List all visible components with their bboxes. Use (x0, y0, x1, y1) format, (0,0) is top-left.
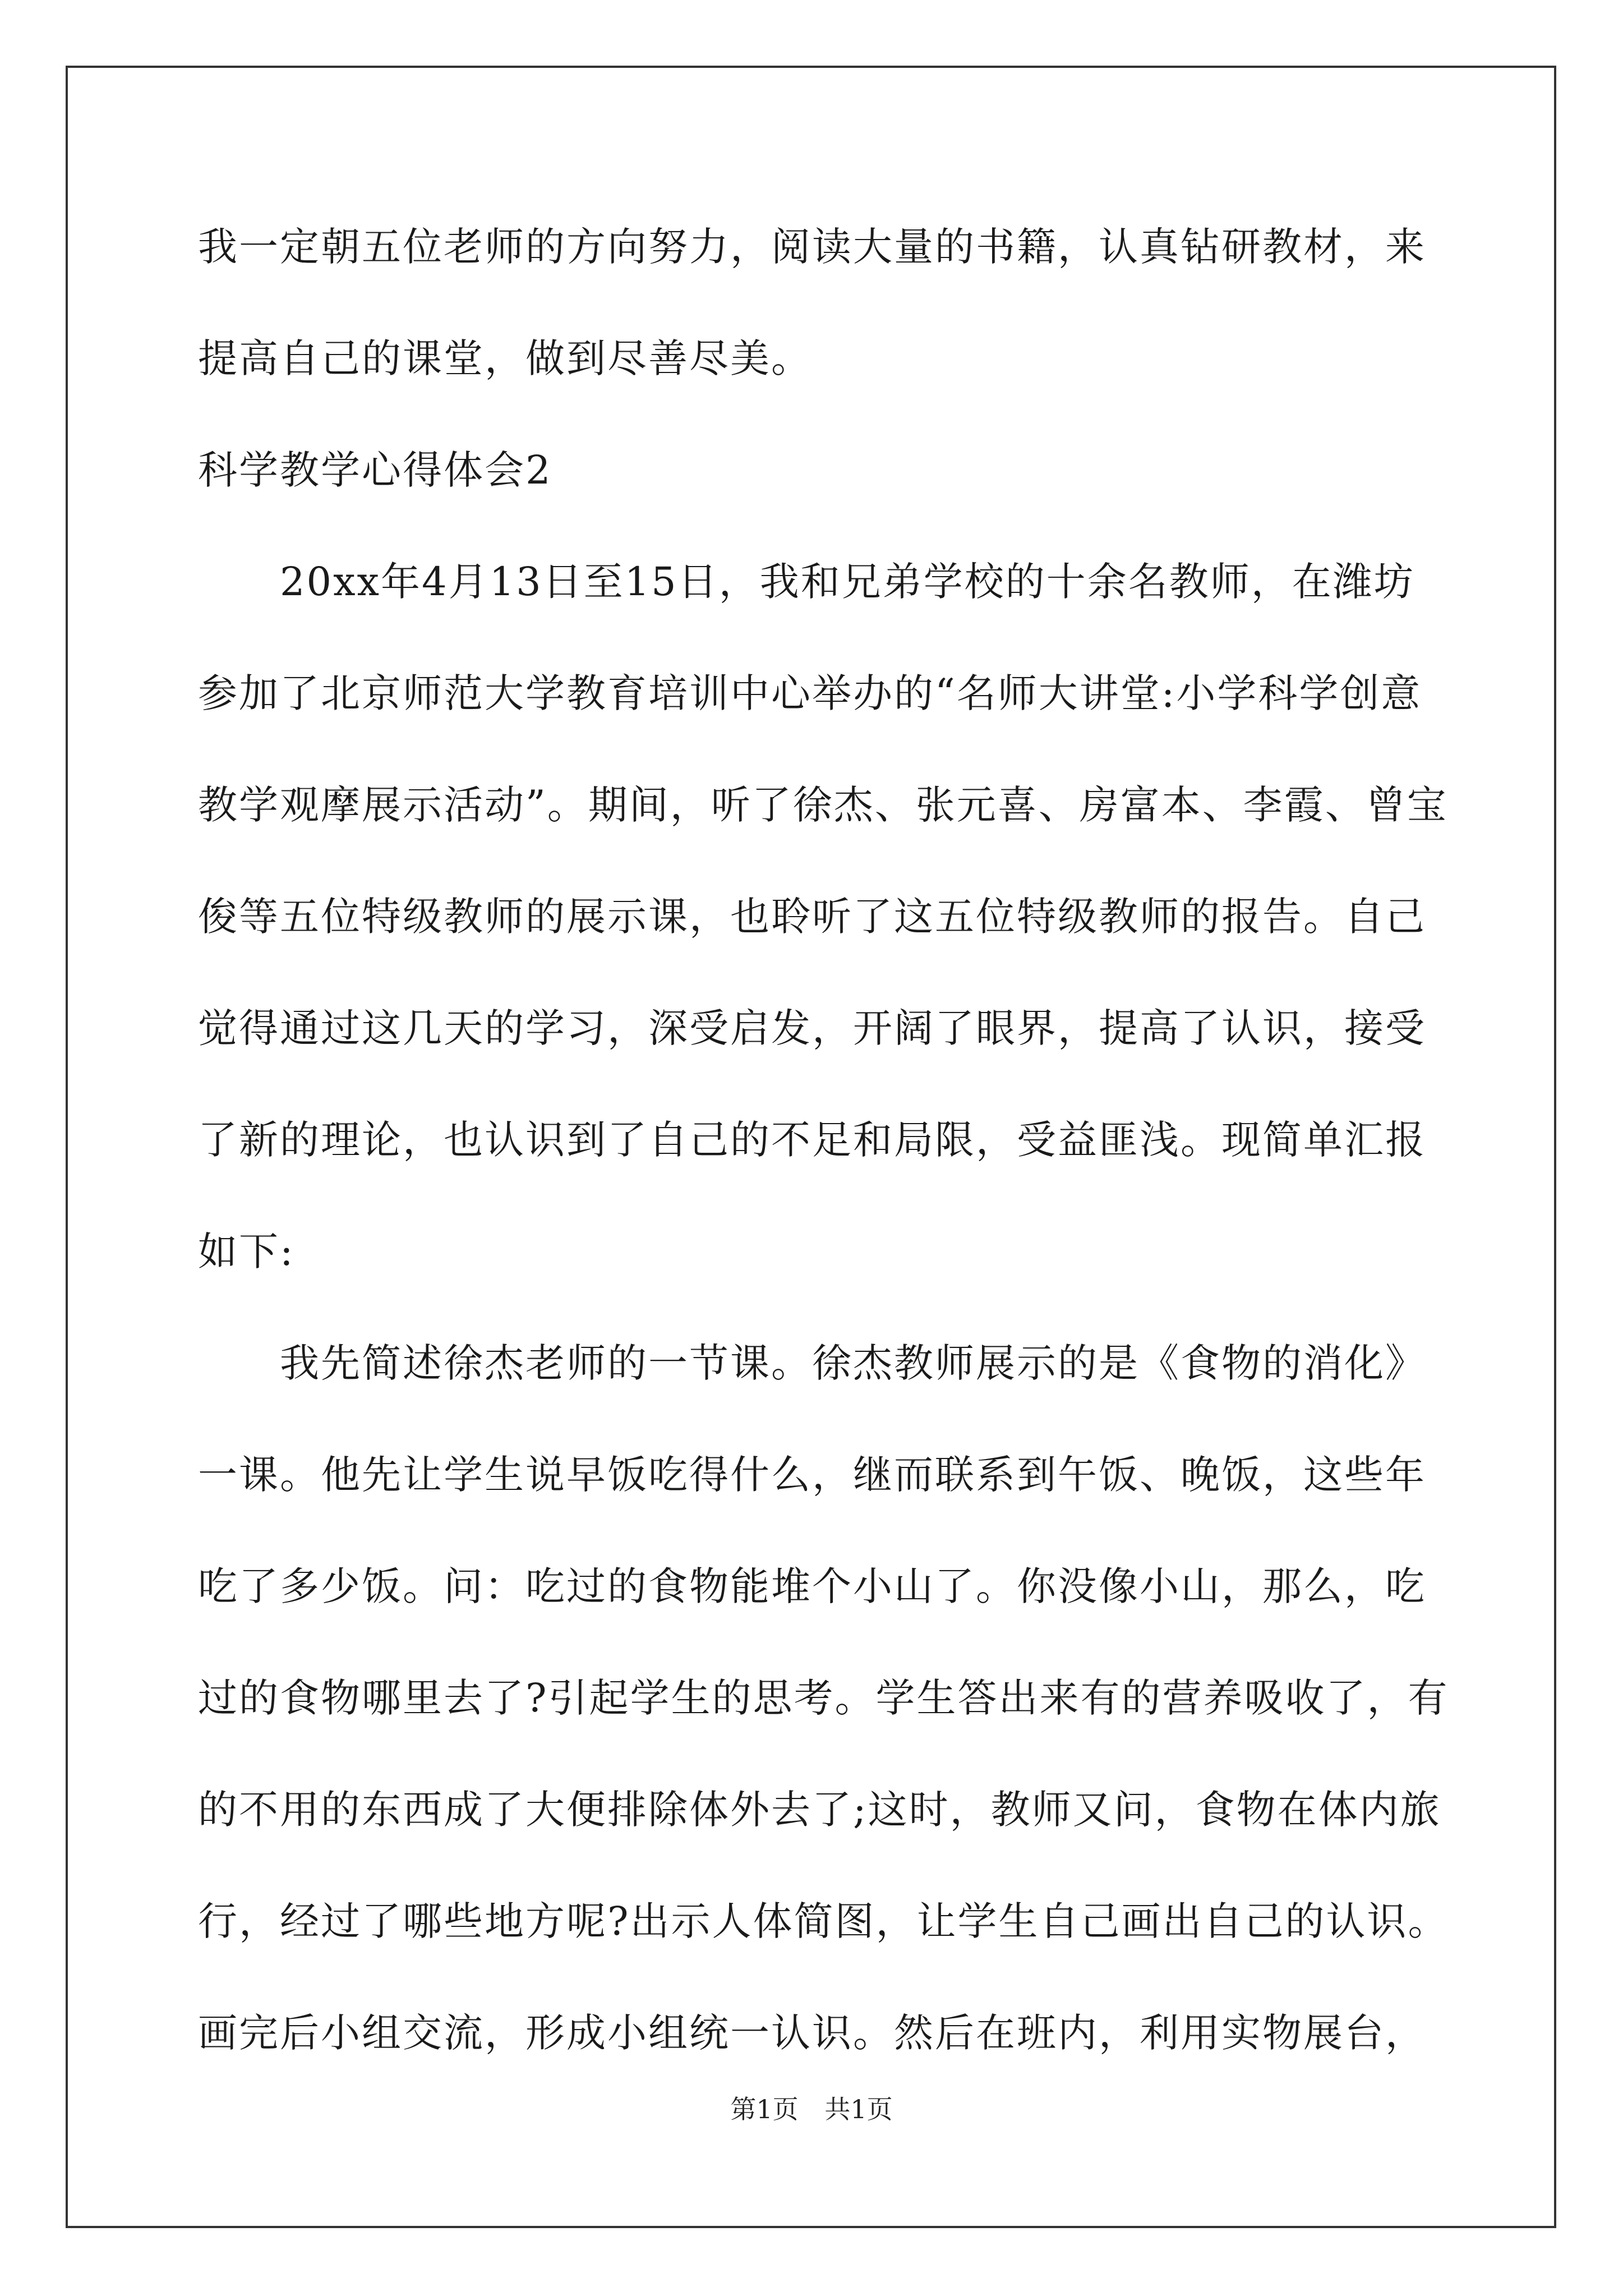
text-line: 教学观摩展示活动”。期间，听了徐杰、张元喜、房富本、李霞、曾宝 (198, 782, 1448, 828)
document-body (198, 208, 1449, 2105)
text-line: 了新的理论，也认识到了自己的不足和局限，受益匪浅。现简单汇报 (198, 1117, 1426, 1163)
text-line: 过的食物哪里去了?引起学生的思考。学生答出来有的营养吸收了，有 (198, 1675, 1449, 1721)
text-line: 提高自己的课堂，做到尽善尽美。 (198, 335, 812, 381)
page-total: 共1页 (824, 2094, 893, 2124)
text-line: 俊等五位特级教师的展示课，也聆听了这五位特级教师的报告。自己 (198, 894, 1426, 940)
text-line: 一课。他先让学生说早饭吃得什么，继而联系到午饭、晚饭，这些年 (198, 1452, 1426, 1498)
text-line: 的不用的东西成了大便排除体外去了;这时，教师又问，食物在体内旅 (198, 1787, 1441, 1833)
text-line: 我先简述徐杰老师的一节课。徐杰教师展示的是《食物的消化》 (198, 1340, 1426, 1386)
text-line: 画完后小组交流，形成小组统一认识。然后在班内，利用实物展台， (198, 2010, 1426, 2056)
text-line: 觉得通过这几天的学习，深受启发，开阔了眼界，提高了认识，接受 (198, 1005, 1426, 1051)
text-line: 参加了北京师范大学教育培训中心举办的“名师大讲堂:小学科学创意 (198, 670, 1422, 716)
text-line: 行，经过了哪些地方呢?出示人体简图，让学生自己画出自己的认识。 (198, 1898, 1449, 1944)
text-line: 吃了多少饭。问：吃过的食物能堆个小山了。你没像小山，那么，吃 (198, 1563, 1426, 1609)
page-footer (0, 2092, 1623, 2126)
section-heading: 科学教学心得体会2 (198, 447, 552, 493)
text-line: 如下: (198, 1228, 295, 1274)
text-line: 20xx年4月13日至15日，我和兄弟学校的十余名教师，在潍坊 (198, 559, 1415, 605)
text-line: 我一定朝五位老师的方向努力，阅读大量的书籍，认真钻研教材，来 (198, 224, 1426, 270)
page-number: 第1页 (730, 2094, 799, 2124)
